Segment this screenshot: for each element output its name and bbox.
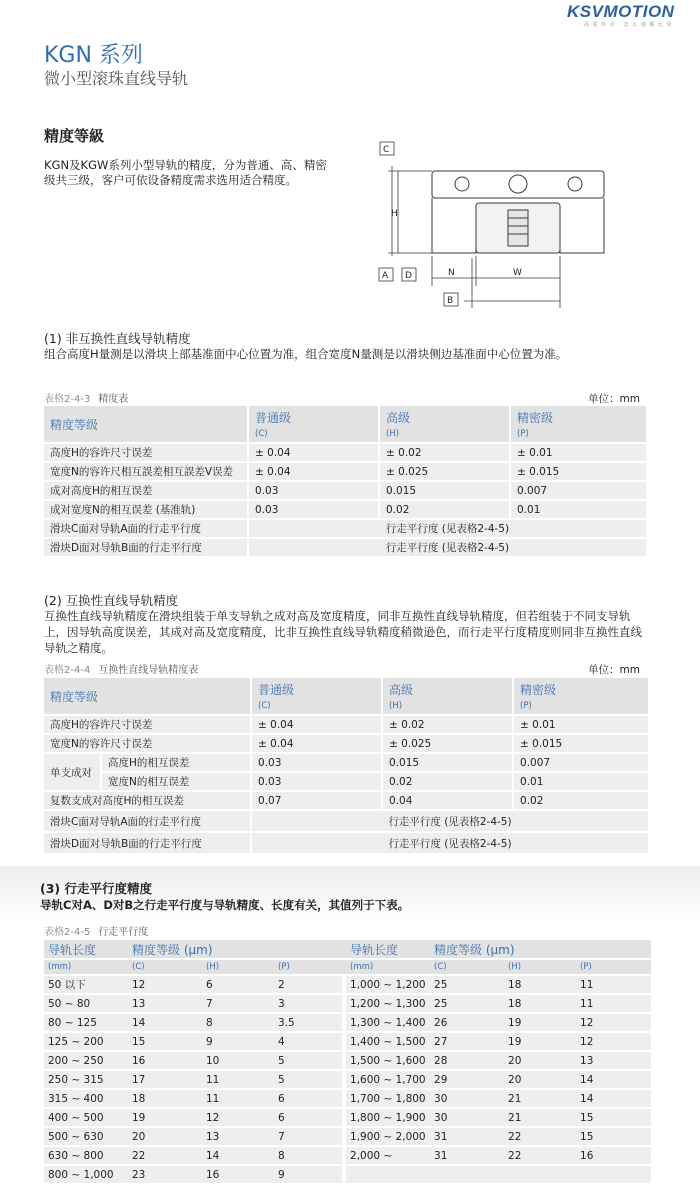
part1-caption: [44, 390, 128, 405]
section-title: 精度等級: [44, 127, 105, 145]
table-row: [44, 1090, 651, 1107]
cell-value: 0.03: [252, 773, 383, 790]
table-row: [44, 1109, 651, 1126]
grade-code: (P): [520, 701, 532, 711]
header-length: 导轨长度: [44, 940, 128, 958]
value-cell: 8: [202, 1014, 274, 1031]
length-cell: 630 ~ 800: [44, 1147, 128, 1164]
value-cell: 15: [576, 1128, 651, 1145]
grade-code: (P): [517, 429, 529, 439]
value-cell: 31: [430, 1147, 504, 1164]
value-cell: 25: [430, 995, 504, 1012]
length-cell: 315 ~ 400: [44, 1090, 128, 1107]
part1-title: (1) 非互换性直线导轨精度: [44, 331, 191, 346]
part2-title: (2) 互换性直线导轨精度: [44, 593, 179, 608]
header-code: (P): [274, 960, 342, 974]
table-row: [44, 1033, 651, 1050]
row-label: 高度H的容许尺寸误差: [44, 716, 252, 733]
value-cell: 19: [504, 1033, 576, 1050]
table-row: [44, 773, 648, 790]
grade-name: 精密级: [520, 683, 557, 697]
table-row: [44, 792, 648, 809]
table-row: [44, 716, 648, 733]
value-cell: 4: [274, 1033, 342, 1050]
cell-value: ± 0.015: [514, 735, 648, 752]
table-row: [44, 1128, 651, 1145]
grade-name: 普通级: [255, 411, 292, 425]
length-cell: 50 以下: [44, 976, 128, 993]
value-cell: 30: [430, 1109, 504, 1126]
value-cell: 21: [504, 1090, 576, 1107]
cell-value: ± 0.04: [252, 735, 383, 752]
header-length-unit: (mm): [346, 960, 430, 974]
cell-value: ± 0.025: [380, 463, 511, 480]
grade-name: 普通级: [258, 683, 295, 697]
value-cell: 7: [202, 995, 274, 1012]
label-a: A: [382, 271, 389, 281]
value-cell: 16: [202, 1166, 274, 1183]
value-cell: 14: [202, 1147, 274, 1164]
header-grade-normal: [252, 678, 383, 714]
grade-code: (H): [389, 701, 403, 711]
table-header-row: [44, 406, 646, 442]
cell-value: ± 0.04: [249, 444, 380, 461]
part2-caption: [44, 661, 198, 676]
value-cell: 27: [430, 1033, 504, 1050]
length-cell: 1,700 ~ 1,800: [346, 1090, 430, 1107]
part2-caption-number: 表格2-4-4: [44, 665, 91, 676]
cell-value: ± 0.04: [252, 716, 383, 733]
table-row: [44, 463, 646, 480]
value-cell: 20: [128, 1128, 202, 1145]
group-label: 单支成对: [44, 754, 102, 790]
value-cell: 5: [274, 1071, 342, 1088]
length-cell: 1,900 ~ 2,000: [346, 1128, 430, 1145]
cell-value: 0.07: [252, 792, 383, 809]
mounting-bolts: [455, 175, 582, 246]
table-row: [44, 501, 646, 518]
value-cell: 12: [202, 1109, 274, 1126]
cell-span-value: 行走平行度 (见表格2-4-5): [249, 520, 646, 537]
precision-table-2-4-3: [44, 404, 646, 558]
cell-value: 0.02: [514, 792, 648, 809]
header-code: (H): [202, 960, 274, 974]
value-cell: 22: [504, 1147, 576, 1164]
part3-caption-number: 表格2-4-5: [44, 927, 91, 938]
value-cell: 13: [202, 1128, 274, 1145]
cell-value: 0.02: [380, 501, 511, 518]
value-cell: 18: [504, 976, 576, 993]
value-cell: 13: [128, 995, 202, 1012]
value-cell: 28: [430, 1052, 504, 1069]
header-grade-label: 精度等级: [44, 678, 252, 714]
length-cell: 1,300 ~ 1,400: [346, 1014, 430, 1031]
brand-logo: KSVMOTION: [567, 2, 675, 21]
row-label: 复数支成对高度H的相互误差: [44, 792, 252, 809]
cell-value: 0.007: [511, 482, 646, 499]
header-length: 导轨长度: [346, 940, 430, 958]
length-cell: 1,400 ~ 1,500: [346, 1033, 430, 1050]
header-grade-precision: [511, 406, 646, 442]
header-code: (P): [576, 960, 651, 974]
header-grade-normal: [249, 406, 380, 442]
part1-body: 组合高度H量测是以滑块上部基准面中心位置为准，组合宽度N量测是以滑块侧边基准面中心位置为准。: [44, 347, 568, 361]
table-row: [44, 1052, 651, 1069]
value-cell: 5: [274, 1052, 342, 1069]
precision-table-2-4-4: [44, 676, 648, 855]
length-cell: 200 ~ 250: [44, 1052, 128, 1069]
cell-value: 0.04: [383, 792, 514, 809]
value-cell: 30: [430, 1090, 504, 1107]
row-label: 滑块C面对导轨A面的行走平行度: [44, 520, 249, 537]
header-code: (H): [504, 960, 576, 974]
table-row: [44, 1071, 651, 1088]
header-grade-precision: [514, 678, 648, 714]
cell-value: 0.03: [249, 482, 380, 499]
grade-name: 精密级: [517, 411, 554, 425]
value-cell: 26: [430, 1014, 504, 1031]
series-subtitle: 微小型滚珠直线导轨: [44, 69, 189, 88]
value-cell: [504, 1166, 576, 1183]
cell-value: ± 0.025: [383, 735, 514, 752]
brand-tagline: 高 质 传 动 · 怎 么 速 都 比 快: [584, 22, 673, 28]
length-cell: 500 ~ 630: [44, 1128, 128, 1145]
length-cell: 50 ~ 80: [44, 995, 128, 1012]
value-cell: 19: [504, 1014, 576, 1031]
length-cell: 800 ~ 1,000: [44, 1166, 128, 1183]
cell-span-value: 行走平行度 (见表格2-4-5): [252, 833, 648, 853]
value-cell: 10: [202, 1052, 274, 1069]
table-row: [44, 735, 648, 752]
length-cell: 250 ~ 315: [44, 1071, 128, 1088]
row-label: 宽度N的容许尺相互誤差相互誤差V误差: [44, 463, 249, 480]
value-cell: 21: [504, 1109, 576, 1126]
table-row: [44, 539, 646, 556]
cell-span-value: 行走平行度 (见表格2-4-5): [249, 539, 646, 556]
value-cell: 15: [576, 1109, 651, 1126]
value-cell: 3: [274, 995, 342, 1012]
cell-value: 0.01: [514, 773, 648, 790]
cell-value: 0.01: [511, 501, 646, 518]
series-title: KGN 系列: [44, 43, 143, 68]
part3-body: 导轨C对A、D对B之行走平行度与导轨精度、长度有关，其值列于下表。: [40, 898, 410, 912]
value-cell: 11: [202, 1090, 274, 1107]
value-cell: 22: [504, 1128, 576, 1145]
cell-value: 0.02: [383, 773, 514, 790]
value-cell: 17: [128, 1071, 202, 1088]
cell-span-value: 行走平行度 (见表格2-4-5): [252, 811, 648, 831]
section-intro: KGN及KGW系列小型导轨的精度，分为普通、高、精密级共三级，客户可依设备精度需求选用适合精度。: [44, 158, 327, 187]
header-grade-high: [383, 678, 514, 714]
label-d: D: [405, 271, 412, 281]
value-cell: 19: [128, 1109, 202, 1126]
value-cell: 13: [576, 1052, 651, 1069]
value-cell: [430, 1166, 504, 1183]
length-cell: [346, 1166, 430, 1183]
value-cell: 12: [128, 976, 202, 993]
value-cell: 9: [202, 1033, 274, 1050]
header-code: (C): [430, 960, 504, 974]
label-w: W: [513, 268, 522, 278]
table-row: [44, 1166, 651, 1183]
value-cell: 25: [430, 976, 504, 993]
length-cell: 125 ~ 200: [44, 1033, 128, 1050]
cell-value: ± 0.02: [380, 444, 511, 461]
value-cell: [576, 1166, 651, 1183]
grade-name: 高级: [389, 683, 414, 697]
cell-value: 0.03: [252, 754, 383, 771]
value-cell: 18: [504, 995, 576, 1012]
table-header-row: [44, 678, 648, 714]
label-n: N: [448, 268, 455, 278]
value-cell: 16: [128, 1052, 202, 1069]
row-label: 高度H的相互误差: [102, 754, 252, 771]
header-accuracy: 精度等级 (µm): [430, 940, 651, 958]
row-label: 成对宽度N的相互误差 (基准轨): [44, 501, 249, 518]
value-cell: 20: [504, 1071, 576, 1088]
value-cell: 6: [202, 976, 274, 993]
row-label: 滑块D面对导轨B面的行走平行度: [44, 833, 252, 853]
value-cell: 12: [576, 1014, 651, 1031]
grade-code: (C): [258, 701, 271, 711]
value-cell: 23: [128, 1166, 202, 1183]
part1-caption-number: 表格2-4-3: [44, 394, 91, 405]
table-row: [44, 520, 646, 537]
row-label: 滑块D面对导轨B面的行走平行度: [44, 539, 249, 556]
value-cell: 20: [504, 1052, 576, 1069]
row-label: 宽度N的容许尺寸误差: [44, 735, 252, 752]
cell-value: 0.015: [380, 482, 511, 499]
length-cell: 80 ~ 125: [44, 1014, 128, 1031]
row-label: 宽度N的相互误差: [102, 773, 252, 790]
value-cell: 8: [274, 1147, 342, 1164]
value-cell: 3.5: [274, 1014, 342, 1031]
table-row: [44, 1147, 651, 1164]
table-row: [44, 1014, 651, 1031]
value-cell: 22: [128, 1147, 202, 1164]
header-grade-label: 精度等级: [44, 406, 249, 442]
value-cell: 14: [128, 1014, 202, 1031]
row-label: 高度H的容许尺寸误差: [44, 444, 249, 461]
header-length-unit: (mm): [44, 960, 128, 974]
parallelism-table-2-4-5: [44, 938, 651, 1185]
grade-name: 高级: [386, 411, 411, 425]
length-cell: 400 ~ 500: [44, 1109, 128, 1126]
row-label: 滑块C面对导轨A面的行走平行度: [44, 811, 252, 831]
label-h: H: [391, 209, 398, 219]
part2-unit: 单位：mm: [588, 664, 640, 676]
cell-value: ± 0.015: [511, 463, 646, 480]
value-cell: 11: [576, 995, 651, 1012]
value-cell: 14: [576, 1071, 651, 1088]
grade-code: (H): [386, 429, 400, 439]
header-code: (C): [128, 960, 202, 974]
label-c: C: [383, 145, 390, 155]
rail-cross-section-diagram: [376, 138, 616, 313]
cell-value: 0.007: [514, 754, 648, 771]
grade-code: (C): [255, 429, 268, 439]
table-row: [44, 811, 648, 831]
part3-title: (3) 行走平行度精度: [40, 881, 152, 896]
length-cell: 1,200 ~ 1,300: [346, 995, 430, 1012]
cell-value: 0.015: [383, 754, 514, 771]
length-cell: 1,800 ~ 1,900: [346, 1109, 430, 1126]
table-row: [44, 444, 646, 461]
length-cell: 1,000 ~ 1,200: [346, 976, 430, 993]
cell-value: ± 0.01: [514, 716, 648, 733]
label-b: B: [447, 296, 454, 306]
part3-caption-text: 行走平行度: [98, 927, 149, 938]
part1-unit: 单位：mm: [588, 393, 640, 405]
length-cell: 2,000 ~: [346, 1147, 430, 1164]
value-cell: 18: [128, 1090, 202, 1107]
part2-body: 互换性直线导轨精度在滑块组装于单支导轨之成对高及宽度精度，同非互换性直线导轨精度，但若组装于不同支导轨上，因导轨高度误差，其成对高及宽度精度，比非互换性直线导轨精度稍微逊色，而行走平行度精度则同非互换性直线导轨之精度。: [44, 609, 642, 655]
cell-value: ± 0.04: [249, 463, 380, 480]
value-cell: 2: [274, 976, 342, 993]
part1-caption-text: 精度表: [98, 394, 129, 405]
value-cell: 6: [274, 1090, 342, 1107]
header-grade-high: [380, 406, 511, 442]
value-cell: 12: [576, 1033, 651, 1050]
table-subheader-row: [44, 960, 651, 974]
value-cell: 29: [430, 1071, 504, 1088]
header-accuracy: 精度等级 (µm): [128, 940, 342, 958]
value-cell: 6: [274, 1109, 342, 1126]
cell-value: 0.03: [249, 501, 380, 518]
value-cell: 16: [576, 1147, 651, 1164]
value-cell: 15: [128, 1033, 202, 1050]
table-row: [44, 833, 648, 853]
value-cell: 11: [576, 976, 651, 993]
length-cell: 1,500 ~ 1,600: [346, 1052, 430, 1069]
cell-value: ± 0.02: [383, 716, 514, 733]
cell-value: ± 0.01: [511, 444, 646, 461]
value-cell: 7: [274, 1128, 342, 1145]
value-cell: 9: [274, 1166, 342, 1183]
table-header-row: [44, 940, 651, 958]
part2-caption-text: 互换性直线导轨精度表: [98, 665, 199, 676]
table-row: [44, 995, 651, 1012]
table-row: [44, 754, 648, 771]
value-cell: 14: [576, 1090, 651, 1107]
row-label: 成对高度H的相互误差: [44, 482, 249, 499]
length-cell: 1,600 ~ 1,700: [346, 1071, 430, 1088]
table-row: [44, 482, 646, 499]
part3-caption: [44, 923, 148, 938]
table-row: [44, 976, 651, 993]
value-cell: 31: [430, 1128, 504, 1145]
value-cell: 11: [202, 1071, 274, 1088]
